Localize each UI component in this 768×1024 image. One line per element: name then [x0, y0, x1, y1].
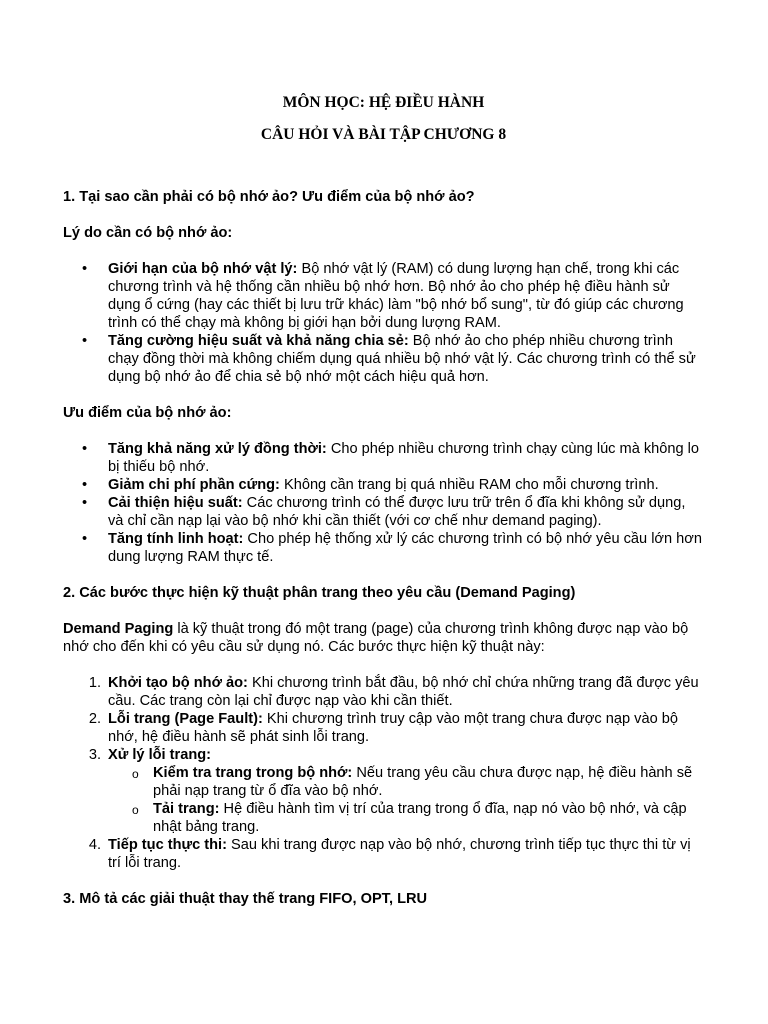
item-term: Giảm chi phí phần cứng: — [108, 477, 280, 493]
list-item — [108, 800, 704, 836]
item-text: Các chương trình có thể được lưu trữ trên ổ đĩa khi không sử dụng, và chỉ cần nạp lại vào bộ nhớ khi cần thiết (với cơ chế như demand paging). — [108, 495, 686, 529]
step-number: 3. — [88, 747, 101, 763]
advantages-heading: Ưu điểm của bộ nhớ ảo: — [63, 405, 232, 421]
intro-term: Demand Paging — [63, 621, 174, 637]
advantages-list — [63, 440, 704, 566]
question-1-heading: 1. Tại sao cần phải có bộ nhớ ảo? Ưu điểm của bộ nhớ ảo? — [63, 189, 475, 205]
item-text: Hệ điều hành tìm vị trí của trang trong ổ đĩa, nạp nó vào bộ nhớ, và cập nhật bảng trang. — [153, 801, 687, 835]
steps-list — [63, 674, 704, 872]
item-text: Nếu trang yêu cầu chưa được nạp, hệ điều hành sẽ phải nạp trang từ ổ đĩa vào bộ nhớ. — [153, 765, 693, 799]
item-text: Không cần trang bị quá nhiều RAM cho mỗi chương trình. — [279, 477, 659, 493]
item-term: Tiếp tục thực thi: — [108, 837, 227, 853]
item-term: Tăng tính linh hoạt: — [108, 531, 244, 547]
item-term: Khởi tạo bộ nhớ ảo: — [108, 675, 248, 691]
item-term: Tăng cường hiệu suất và khả năng chia sẻ: — [108, 333, 409, 349]
item-text: Cho phép hệ thống xử lý các chương trình có bộ nhớ yêu cầu lớn hơn dung lượng RAM thực tế. — [108, 531, 702, 565]
item-term: Cải thiện hiệu suất: — [108, 495, 243, 511]
step-number: 1. — [88, 675, 101, 691]
reasons-list — [63, 260, 704, 386]
question-3-heading: 3. Mô tả các giải thuật thay thế trang FIFO, OPT, LRU — [63, 891, 428, 907]
item-text: Bộ nhớ vật lý (RAM) có dung lượng hạn chế, trong khi các chương trình và hệ thống cần nhiều bộ nhớ hơn. Bộ nhớ ảo cho phép hệ điều hành sử dụng ổ cứng (hay các thiết bị lưu trữ khác) làm "bộ nhớ bổ sung", từ đó giúp các chương trình có thể chạy mà không bị giới hạn bởi dung lượng RAM. — [108, 261, 684, 331]
item-text: Cho phép nhiều chương trình chạy cùng lúc mà không lo bị thiếu bộ nhớ. — [108, 441, 700, 475]
step-number: 4. — [88, 837, 101, 853]
circle-bullet-icon: o — [132, 767, 139, 781]
item-term: Kiểm tra trang trong bộ nhớ: — [153, 765, 353, 781]
question-2-heading: 2. Các bước thực hiện kỹ thuật phân trang theo yêu cầu (Demand Paging) — [63, 585, 576, 601]
chapter-title: CÂU HỎI VÀ BÀI TẬP CHƯƠNG 8 — [260, 126, 507, 143]
item-text: Bộ nhớ ảo cho phép nhiều chương trình chạy đồng thời mà không chiếm dụng quá nhiều bộ nhớ vật lý. Các chương trình có thể sử dụng bộ nhớ ảo để chia sẻ bộ nhớ một cách hiệu quả hơn. — [108, 333, 696, 385]
list-item — [63, 836, 704, 872]
intro-text: là kỹ thuật trong đó một trang (page) của chương trình không được nạp vào bộ nhớ cho đến khi có yêu cầu sử dụng nó. Các bước thực hiện kỹ thuật này: — [63, 621, 689, 655]
step-number: 2. — [88, 711, 101, 727]
list-item — [108, 764, 704, 800]
list-item — [63, 530, 704, 566]
item-text: Khi chương trình bắt đầu, bộ nhớ chỉ chứa những trang đã được yêu cầu. Các trang còn lại chỉ được nạp vào khi cần thiết. — [108, 675, 699, 709]
reasons-heading: Lý do cần có bộ nhớ ảo: — [63, 225, 233, 241]
list-item — [63, 746, 704, 836]
list-item — [63, 494, 704, 530]
list-item — [63, 440, 704, 476]
substeps-list — [108, 764, 704, 836]
item-term: Xử lý lỗi trang: — [108, 747, 212, 763]
circle-bullet-icon: o — [132, 803, 139, 817]
item-term: Giới hạn của bộ nhớ vật lý: — [108, 261, 298, 277]
item-text: Khi chương trình truy cập vào một trang chưa được nạp vào bộ nhớ, hệ điều hành sẽ phát sinh lỗi trang. — [108, 711, 678, 745]
list-item — [63, 674, 704, 710]
list-item — [63, 476, 704, 494]
list-item — [63, 260, 704, 332]
subject-title: MÔN HỌC: HỆ ĐIỀU HÀNH — [282, 94, 485, 111]
list-item — [63, 710, 704, 746]
list-item — [63, 332, 704, 386]
item-term: Tải trang: — [153, 801, 220, 817]
item-text: Sau khi trang được nạp vào bộ nhớ, chương trình tiếp tục thực thi từ vị trí lỗi trang. — [108, 837, 691, 871]
item-term: Tăng khả năng xử lý đồng thời: — [108, 441, 327, 457]
demand-paging-intro — [63, 620, 704, 656]
item-term: Lỗi trang (Page Fault): — [108, 711, 263, 727]
